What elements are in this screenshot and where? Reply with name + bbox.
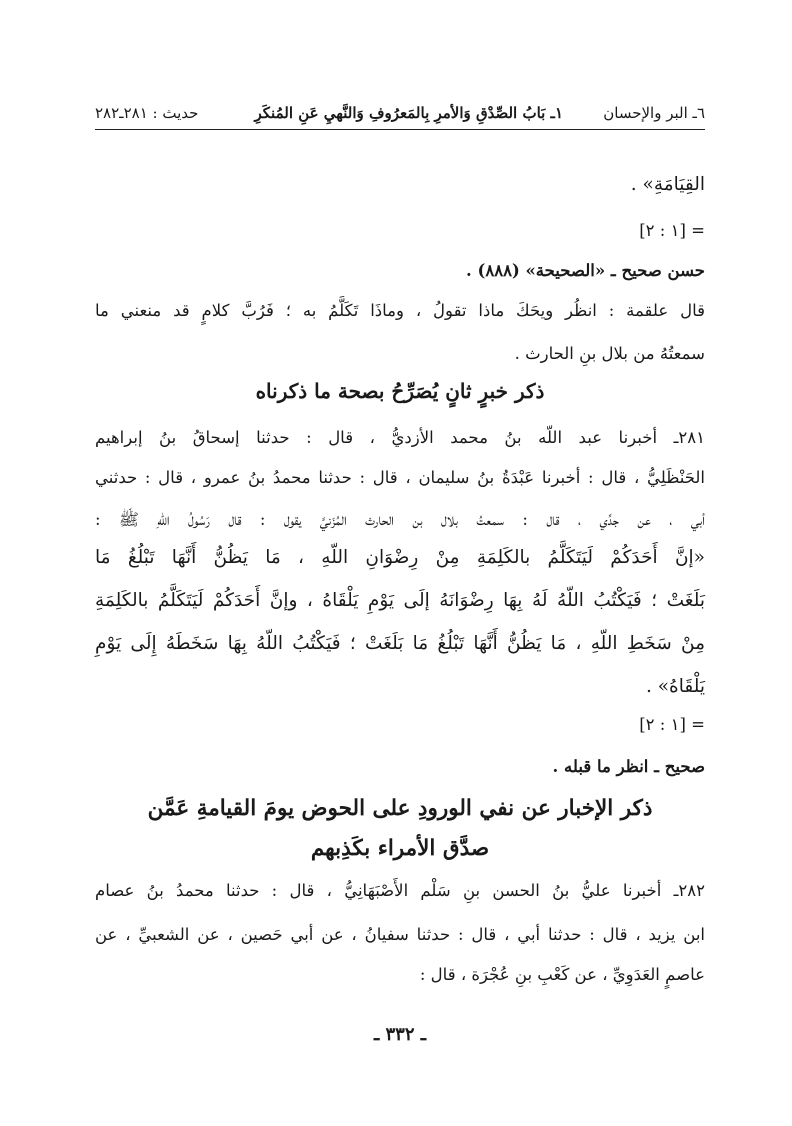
chapter-title: ٦ـ البر والإحسان xyxy=(603,104,705,122)
text-line: عاصمٍ العَدَوِيِّ ، عن كَعْبِ بنِ عُجْرَة ، قال : xyxy=(419,965,705,984)
reference-code: = [١ : ٢] xyxy=(639,221,705,240)
text-line: الحَنْظَلِيُّ ، قال : أخبرنا عَبْدَةُ بنُ سليمان ، قال : حدثنا محمدُ بنُ عمرو ، قال : حدثني xyxy=(95,468,705,487)
book-page xyxy=(95,0,705,1126)
hadith-text-line: «إنَّ أَحَدَكُمْ لَيَتَكَلَّمُ بالكَلِمَةِ مِنْ رِضْوَانِ اللّهِ ، مَا يَظُنُّ أَنَّهَا تَبْلُغُ مَا xyxy=(95,547,705,568)
reference-marker xyxy=(95,218,705,244)
grading-line: حسن صحيح ـ «الصحيحة» (٨٨٨) . xyxy=(466,261,705,280)
grading-line: صحيح ـ انظر ما قبله . xyxy=(552,757,705,776)
text-line: ٢٨٢ـ أخبرنا عليُّ بنُ الحسن بنِ سَلْم الأَصْبَهَانِيُّ ، قال : حدثنا محمدُ بنُ عصام xyxy=(95,881,705,900)
section-title: ١ـ بَابُ الصِّدْقِ وَالأمرِ بِالمَعرُوفِ وَالنَّهيِ عَنِ المُنكَرِ xyxy=(254,104,563,122)
text-line: أبي ، عن جدِّي ، قال : سمعتُ بلال بن الحارث المُزَنيَّ يقول : قال رَسُولُ اللّهِ ﷺ : xyxy=(95,510,705,529)
hadith-range: حديث : ٢٨١ـ٢٨٢ xyxy=(95,104,199,122)
hadith-text-line: مِنْ سَخَطِ اللّهِ ، مَا يَظُنُّ أَنَّهَا تَبْلُغُ مَا بَلَغَتْ ؛ فَيَكْتُبُ اللّهُ بِهَا سَخَطَهُ إِلَى يَوْمِ xyxy=(95,633,705,654)
header-rule xyxy=(95,129,705,130)
section-heading: ذكر خبرٍ ثانٍ يُصَرِّحُ بصحة ما ذكرناه xyxy=(255,379,545,403)
section-heading: ذكر الإخبار عن نفي الورودِ على الحوض يومَ القيامةِ عَمَّن xyxy=(147,796,653,821)
text-line: القِيَامَةِ» . xyxy=(630,174,705,195)
text-line: سمعتُهُ من بلال بنِ الحارث . xyxy=(514,344,705,363)
reference-marker: = [١ : ٢] xyxy=(639,715,705,734)
page-number: ـ ٣٣٢ ـ xyxy=(373,1024,427,1045)
text-line: ابن يزيد ، قال : حدثنا أبي ، قال : حدثنا سفيانُ ، عن أبي حَصين ، عن الشعبيِّ ، عن xyxy=(95,925,705,944)
hadith-text-line: يَلْقَاهُ» . xyxy=(645,676,705,697)
text-line: قال علقمة : انظُر ويحَكَ ماذا تقولُ ، وماذَا تَكَلَّمُ به ؛ فَرُبَّ كلامٍ قد منعني ما xyxy=(95,301,705,320)
section-heading: صدَّق الأمراء بكَذِبهم xyxy=(310,836,490,861)
text-line: ٢٨١ـ أخبرنا عبد اللّه بنُ محمد الأزديُّ ، قال : حدثنا إسحاقُ بنُ إبراهيم xyxy=(95,428,705,447)
hadith-text-line: بَلَغَتْ ؛ فَيَكْتُبُ اللّهُ لَهُ بِهَا رِضْوَانَهُ إلَى يَوْمِ يَلْقَاهُ ، وإنَّ أَحَدَكُمْ لَيَتَكَلَّمُ بالكَلِمَةِ xyxy=(95,590,705,611)
running-header xyxy=(95,104,705,130)
